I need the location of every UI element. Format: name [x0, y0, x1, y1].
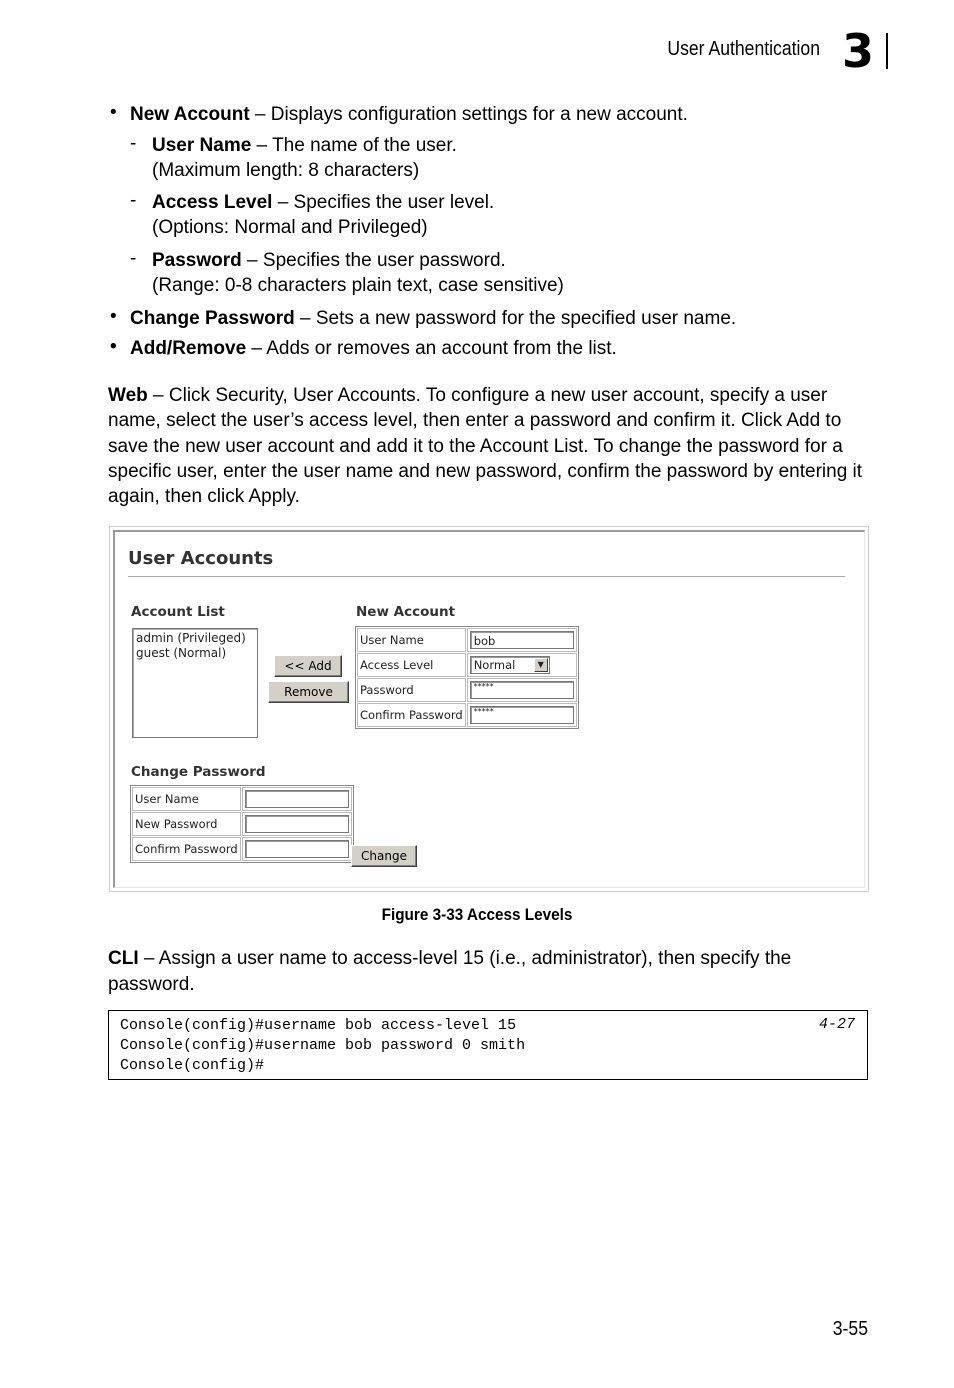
bullet-add-remove: Add/Remove – Adds or removes an account from the list.: [130, 338, 617, 359]
code-block: [108, 1010, 868, 1080]
user-accounts-figure: [109, 526, 869, 892]
account-list-box[interactable]: [132, 628, 258, 738]
bullet-change-password: Change Password – Sets a new password for the specified user name.: [130, 308, 737, 329]
bullet-dot: •: [110, 336, 117, 357]
web-paragraph: Web – Click Security, User Accounts. To configure a new user account, specify a user name, select the user’s access level, then enter a password and confirm it. Click Add to save the new user account and add it to the Account List. To change the password for a specific user, enter the user name and new password, confirm the password by entering it again, then click Apply.: [108, 385, 863, 508]
bullet-dot: •: [110, 102, 117, 123]
change-button[interactable]: Change: [351, 845, 417, 867]
code-lines: [120, 1016, 525, 1076]
cp-confirm-password-label: Confirm Password: [132, 837, 241, 861]
password-label: Password: [357, 678, 466, 702]
access-level-select[interactable]: [470, 656, 550, 674]
bullet-dot: •: [110, 306, 117, 327]
figure-caption: Figure 3-33 Access Levels: [381, 905, 573, 924]
new-account-heading: New Account: [356, 604, 456, 620]
code-line: Console(config)#: [120, 1057, 265, 1074]
sub-user-name: User Name – The name of the user. (Maximum length: 8 characters): [152, 135, 457, 181]
change-password-form: [130, 785, 354, 863]
sub-access-level: Access Level – Specifies the user level. (Options: Normal and Privileged): [152, 192, 495, 238]
code-line: Console(config)#username bob access-level 15: [120, 1017, 517, 1034]
add-button[interactable]: << Add: [274, 655, 342, 677]
sub-dash: -: [130, 190, 137, 211]
access-level-label: Access Level: [357, 653, 466, 677]
bullet-new-account: New Account – Displays configuration settings for a new account.: [130, 104, 688, 125]
command-reference: 4-27: [818, 1016, 855, 1033]
sub-password: Password – Specifies the user password. (Range: 0-8 characters plain text, case sensitive): [152, 250, 564, 296]
remove-button[interactable]: Remove: [268, 681, 349, 703]
cp-user-name-input[interactable]: [245, 790, 349, 808]
confirm-password-label: Confirm Password: [357, 703, 466, 727]
sub-dash: -: [130, 133, 137, 154]
account-list-heading: Account List: [131, 604, 225, 620]
section-title: User Authentication: [667, 38, 820, 60]
title-divider: [128, 576, 845, 577]
cp-confirm-password-input[interactable]: [245, 840, 349, 858]
user-name-label: User Name: [357, 628, 466, 652]
sub-dash: -: [130, 248, 137, 269]
code-line: Console(config)#username bob password 0 smith: [120, 1037, 526, 1054]
chevron-down-icon[interactable]: ▼: [534, 658, 548, 672]
new-user-name-input[interactable]: bob: [470, 631, 574, 649]
cli-paragraph: CLI – Assign a user name to access-level 15 (i.e., administrator), then specify the password.: [108, 948, 792, 995]
access-level-value: Normal: [473, 658, 516, 672]
list-item[interactable]: guest (Normal): [136, 646, 227, 660]
chapter-number: 3: [842, 24, 875, 78]
cp-new-password-label: New Password: [132, 812, 241, 836]
confirm-password-input[interactable]: *****: [470, 706, 574, 724]
new-account-form: [355, 626, 579, 729]
change-password-heading: Change Password: [131, 764, 266, 780]
chapter-bar: [886, 33, 888, 69]
page-number: 3-55: [832, 1318, 868, 1340]
cp-user-name-label: User Name: [132, 787, 241, 811]
new-password-input[interactable]: *****: [470, 681, 574, 699]
cp-new-password-input[interactable]: [245, 815, 349, 833]
page-title: User Accounts: [128, 548, 274, 569]
list-item[interactable]: admin (Privileged): [136, 631, 246, 645]
